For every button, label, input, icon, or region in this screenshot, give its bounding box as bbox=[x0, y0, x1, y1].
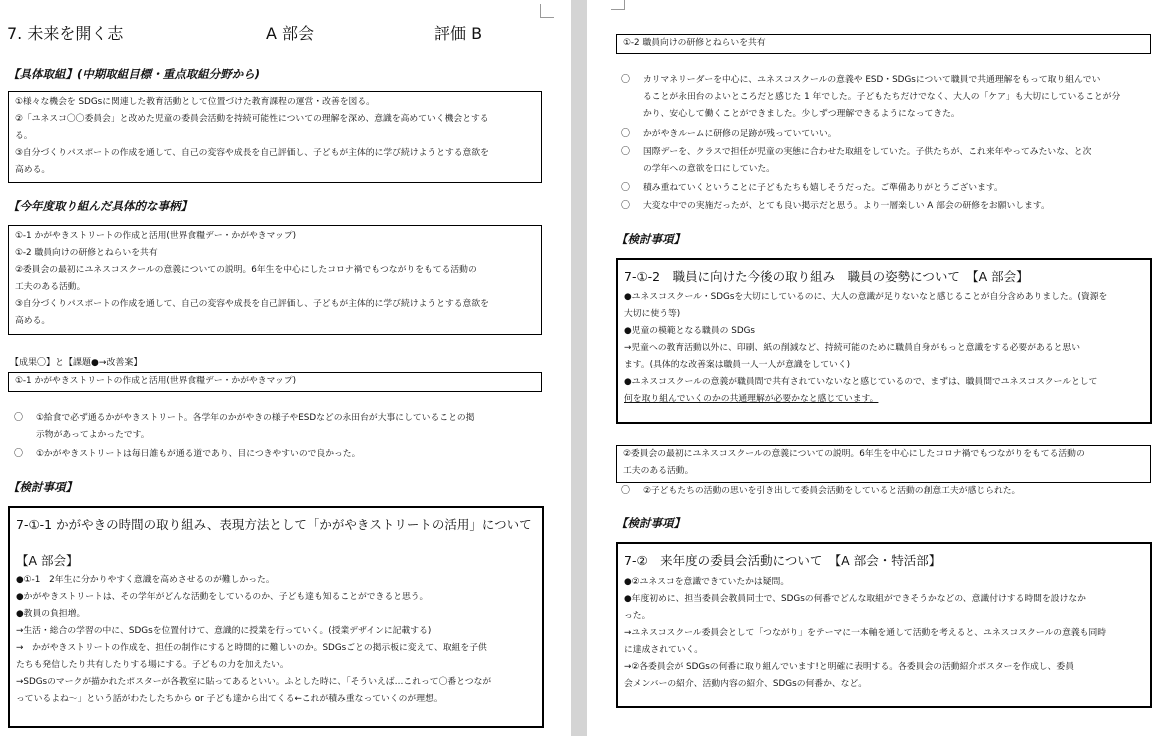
text-line: →②各委員会が SDGsの何番に取り組んでいます!と明確に表明する。各委員会の活動紹介ポスターを作成し、委員 bbox=[624, 662, 1074, 672]
text-line: ②委員会の最初にユネスコスクールの意義についての説明。6年生を中心にしたコロナ禍でもつながりをもてる活動の bbox=[623, 449, 1085, 459]
text-line: 何を取り組んでいくのかの共通理解が必要かなと感じています。 bbox=[624, 394, 879, 404]
text-line: ●ユネスコスクール・SDGsを大切にしているのに、大人の意識が足りないなと感じることが自分含めありました。(資源を bbox=[624, 292, 1108, 302]
text-line: ●教員の負担増。 bbox=[16, 609, 86, 619]
crop-mark bbox=[611, 0, 625, 10]
review-subtitle: 【A 部会】 bbox=[16, 553, 79, 568]
text-line: ●②ユネスコを意識できていたかは疑問。 bbox=[624, 577, 790, 587]
text-line: ②「ユネスコ〇〇委員会」と改めた児童の委員会活動を持続可能性についての理解を深め、意識を高めていく機会とする bbox=[15, 114, 489, 124]
feedback-bullet bbox=[621, 72, 1141, 126]
text-line: カリマネリーダーを中心に、ユネスコスクールの意義や ESD・SDGsについて職員で共通理解をもって取り組んでい bbox=[643, 75, 1101, 85]
review-title: 7-①-1 かがやきの時間の取り組み、表現方法として「かがやきストリートの活用」について bbox=[16, 517, 532, 532]
text-line: ます。(具体的な改善案は職員一人一人が意識をしていく) bbox=[624, 360, 851, 370]
feedback-bullet bbox=[621, 126, 1141, 144]
text-line: ることが永田台のよいところだと感じた 1 年でした。子どもたちだけでなく、大人の「ケア」も大切にしていることが分 bbox=[643, 92, 1121, 102]
committee-box bbox=[616, 445, 1151, 483]
text-line: に達成されていく。 bbox=[624, 645, 703, 655]
text-line: ●年度初めに、担当委員会教員同士で、SDGsの何番でどんな取組ができそうかなどの、意識付けする時間を設けなか bbox=[624, 594, 1086, 604]
text-line: ①-2 職員向けの研修とねらいを共有 bbox=[623, 38, 766, 48]
training-box bbox=[616, 34, 1151, 54]
feedback-bullet bbox=[621, 198, 1141, 216]
section-heading-review: 【検討事項】 bbox=[616, 516, 685, 530]
activities-box bbox=[8, 225, 542, 335]
circle-mark: 〇 bbox=[621, 129, 631, 139]
text-line: 大変な中での実施だったが、とても良い掲示だと思う。より一層楽しい A 部会の研修をお願いします。 bbox=[643, 201, 1050, 211]
circle-mark: 〇 bbox=[621, 486, 631, 496]
document-page-1 bbox=[0, 0, 571, 736]
text-line: ①かがやきストリートは毎日誰もが通る道であり、目につきやすいので良かった。 bbox=[36, 449, 361, 459]
result-bullet bbox=[14, 410, 540, 446]
text-line: の学年への意欲を口にしていた。 bbox=[643, 164, 775, 174]
feedback-bullet bbox=[621, 483, 1141, 501]
review-title: 7-①-2 職員に向けた今後の取り組み 職員の姿勢について 【A 部会】 bbox=[624, 269, 1029, 284]
text-line: →生活・総合の学習の中に、SDGsを位置付けて、意識的に授業を行っていく。(授業デザインに記載する) bbox=[16, 626, 432, 636]
result-bullet bbox=[14, 446, 540, 464]
section-heading-review: 【検討事項】 bbox=[616, 232, 685, 246]
text-line: ①-1 かがやきストリートの作成と活用(世界食糧デー・かがやきマップ) bbox=[15, 231, 297, 241]
text-line: → かがやきストリートの作成を、担任の制作にすると時間的に難しいのか。SDGsごとの掲示板に変えて、取組を子供 bbox=[16, 643, 487, 653]
circle-mark: 〇 bbox=[14, 413, 24, 423]
text-line: っているよね～」という話がわたしたちから or 子ども達から出てくる←これが積み重なっていくのが理想。 bbox=[16, 694, 443, 704]
text-line: ①給食で必ず通るかがやきストリート。各学年のかがやきの様子やESDなどの永田台が大事にしていることの掲 bbox=[36, 413, 475, 423]
text-line: ③自分づくりパスポートの作成を通して、自己の変容や成長を自己評価し、子どもが主体的に学び続けようとする意欲を bbox=[15, 148, 489, 158]
section-heading-review: 【検討事項】 bbox=[8, 480, 77, 494]
text-line: った。 bbox=[624, 611, 651, 621]
text-line: 工夫のある活動。 bbox=[623, 466, 694, 476]
text-line: ②委員会の最初にユネスコスクールの意義についての説明。6年生を中心にしたコロナ禍でもつながりをもてる活動の bbox=[15, 265, 477, 275]
initiatives-box bbox=[8, 91, 542, 183]
text-line: ①様々な機会を SDGsに関連した教育活動として位置づけた教育課程の運営・改善を図る。 bbox=[15, 97, 375, 107]
page-title: 7. 未来を開く志 bbox=[7, 24, 124, 43]
circle-mark: 〇 bbox=[621, 183, 631, 193]
document-page-2 bbox=[587, 0, 1176, 736]
review-box bbox=[8, 506, 544, 728]
feedback-bullet bbox=[621, 144, 1141, 180]
review-box-committee bbox=[616, 542, 1152, 708]
circle-mark: 〇 bbox=[14, 449, 24, 459]
text-line: たちも発信したり共有したりする場にする。子どもの力を加えたい。 bbox=[16, 660, 289, 670]
text-line: ●①-1 2年生に分かりやすく意識を高めさせるのが難しかった。 bbox=[16, 575, 275, 585]
feedback-bullet bbox=[621, 180, 1141, 198]
text-line: 積み重ねていくということに子どもたちも嬉しそうだった。ご準備ありがとうございます。 bbox=[643, 183, 1003, 193]
text-line: かり、安心して働くことができました。少しずつ理解できるようになってきた。 bbox=[643, 109, 960, 119]
circle-mark: 〇 bbox=[621, 201, 631, 211]
text-line: 会メンバーの紹介、活動内容の紹介、SDGsの何番か、など。 bbox=[624, 679, 868, 689]
text-line: 国際デーを、クラスで担任が児童の実態に合わせた取組をしていた。子供たちが、これ来年やってみたいな、と次 bbox=[643, 147, 1092, 157]
text-line: 大切に使う等) bbox=[624, 309, 681, 319]
text-line: 示物があってよかったです。 bbox=[36, 430, 150, 440]
text-line: ①-1 かがやきストリートの作成と活用(世界食糧デー・かがやきマップ) bbox=[15, 376, 297, 386]
text-line: →SDGsのマークが描かれたポスターが各教室に貼ってあるといい。ふとした時に、「そういえば…これって〇番とつなが bbox=[16, 677, 492, 687]
text-line: ②子どもたちの活動の思いを引き出して委員会活動をしていると活動の創意工夫が感じられた。 bbox=[643, 486, 1021, 496]
crop-mark bbox=[540, 4, 554, 18]
review-box-staff bbox=[616, 258, 1152, 424]
grade-label: 評価 B bbox=[434, 24, 483, 43]
review-title: 7-② 来年度の委員会活動について 【A 部会・特活部】 bbox=[624, 553, 942, 568]
text-line: ●児童の模範となる職員の SDGs bbox=[624, 326, 755, 336]
text-line: かがやきルームに研修の足跡が残っていていい。 bbox=[643, 129, 837, 139]
circle-mark: 〇 bbox=[621, 147, 631, 157]
text-line: →ユネスコスクール委員会として「つながり」をテーマに一本軸を通して活動を考えると、ユネスコスクールの意義も同時 bbox=[624, 628, 1107, 638]
section-label: A 部会 bbox=[266, 24, 315, 43]
results-box bbox=[8, 372, 542, 392]
text-line: る。 bbox=[15, 131, 33, 141]
text-line: ③自分づくりパスポートの作成を通して、自己の変容や成長を自己評価し、子どもが主体的に学び続けようとする意欲を bbox=[15, 299, 489, 309]
text-line: ●かがやきストリートは、その学年がどんな活動をしているのか、子ども達も知ることができると思う。 bbox=[16, 592, 429, 602]
text-line: 工夫のある活動。 bbox=[15, 282, 86, 292]
text-line: ●ユネスコスクールの意義が職員間で共有されていないなと感じているので、まずは、職員間でユネスコスクールとして bbox=[624, 377, 1098, 387]
text-line: 高める。 bbox=[15, 316, 51, 326]
section-heading-activities: 【今年度取り組んだ具体的な事柄】 bbox=[8, 199, 192, 213]
circle-mark: 〇 bbox=[621, 75, 631, 85]
text-line: ①-2 職員向けの研修とねらいを共有 bbox=[15, 248, 158, 258]
text-line: →児童への教育活動以外に、印刷、紙の削減など、持続可能のために職員自身がもっと意識をする必要があると思い bbox=[624, 343, 1081, 353]
section-heading-initiatives: 【具体取組】(中期取組目標・重点取組分野から) bbox=[8, 67, 261, 81]
results-heading: 【成果〇】と【課題●→改善案】 bbox=[10, 358, 143, 368]
text-line: 高める。 bbox=[15, 165, 51, 175]
